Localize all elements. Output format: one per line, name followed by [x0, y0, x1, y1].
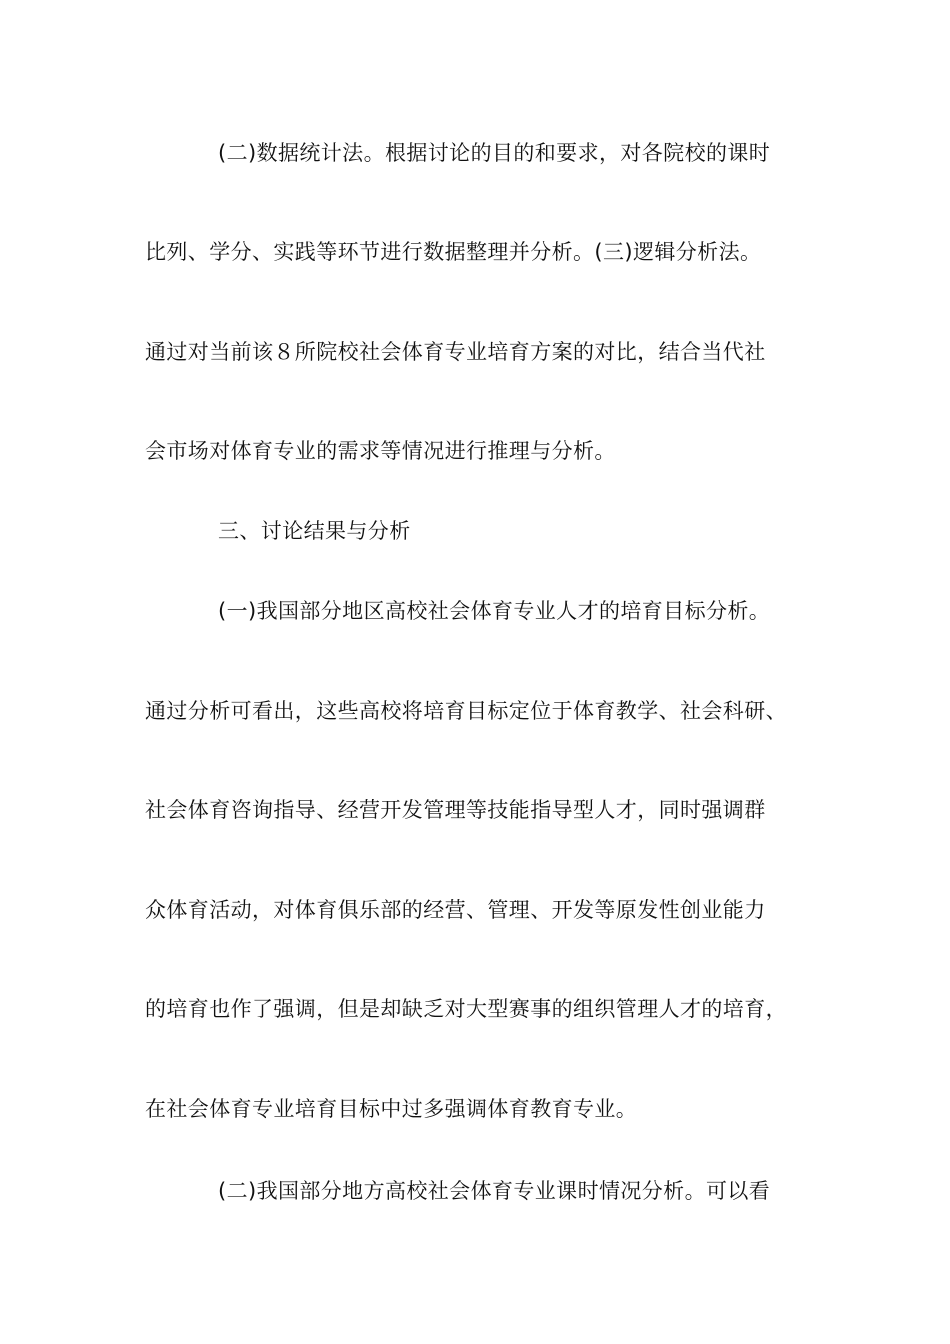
paragraph-line: (一)我国部分地区高校社会体育专业人才的培育目标分析。	[218, 599, 771, 623]
section-heading: 三、讨论结果与分析	[218, 519, 411, 543]
paragraph-line: 会市场对体育专业的需求等情况进行推理与分析。	[145, 439, 616, 463]
paragraph-line: 众体育活动，对体育俱乐部的经营、管理、开发等原发性创业能力	[145, 898, 766, 922]
paragraph-line: 在社会体育专业培育目标中过多强调体育教育专业。	[145, 1097, 638, 1121]
paragraph-line: 通过分析可看出，这些高校将培育目标定位于体育教学、社会科研、	[145, 699, 787, 723]
paragraph-line: (二)我国部分地方高校社会体育专业课时情况分析。可以看	[218, 1179, 771, 1203]
paragraph-line: 通过对当前该８所院校社会体育专业培育方案的对比，结合当代社	[145, 340, 766, 364]
paragraph-line: 的培育也作了强调，但是却缺乏对大型赛事的组织管理人才的培育，	[145, 997, 787, 1021]
paragraph-line: 社会体育咨询指导、经营开发管理等技能指导型人才，同时强调群	[145, 798, 766, 822]
paragraph-line: (二)数据统计法。根据讨论的目的和要求，对各院校的课时	[218, 141, 771, 165]
paragraph-line: 比列、学分、实践等环节进行数据整理并分析。(三)逻辑分析法。	[145, 240, 762, 264]
